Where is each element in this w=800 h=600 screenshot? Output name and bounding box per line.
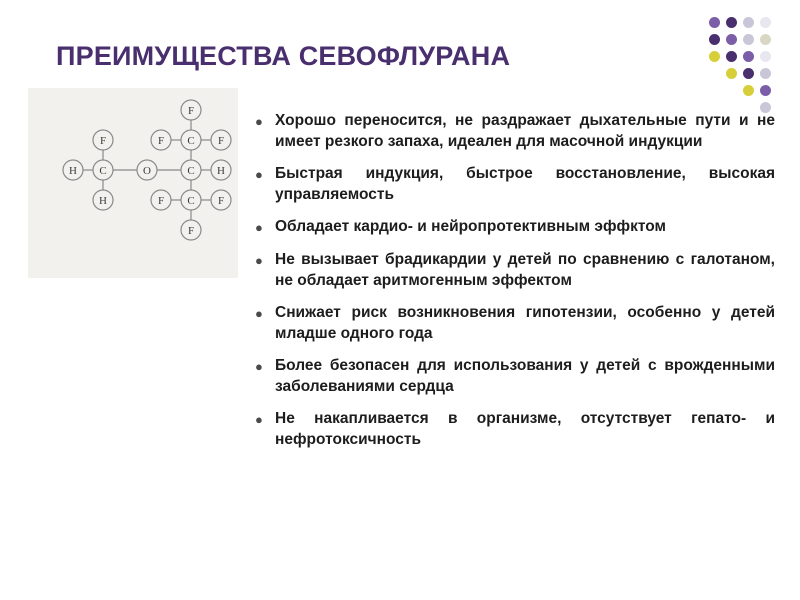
- atom-label: F: [187, 105, 195, 117]
- atom-label: F: [157, 195, 165, 207]
- decor-dot: [726, 51, 737, 62]
- bullet-marker-icon: ●: [255, 412, 263, 427]
- atom-label: O: [143, 165, 151, 177]
- list-item: [255, 355, 775, 397]
- list-item: [255, 216, 775, 238]
- list-item: [255, 408, 775, 450]
- decor-dot: [743, 68, 754, 79]
- bullet-text: Более безопасен для использования у детей с врожденными заболеваниями сердца: [275, 357, 775, 395]
- decor-dot: [709, 17, 720, 28]
- molecule-atom: [181, 220, 201, 240]
- decor-dot: [760, 85, 771, 96]
- atom-label: C: [187, 165, 195, 177]
- decor-dot: [760, 68, 771, 79]
- bullet-marker-icon: ●: [255, 306, 263, 321]
- bullet-text: Снижает риск возникновения гипотензии, особенно у детей младше одного года: [275, 304, 775, 342]
- molecule-atom: [181, 100, 201, 120]
- molecule-atom: [137, 160, 157, 180]
- decor-dot: [709, 85, 720, 96]
- atom-label: H: [69, 165, 77, 177]
- molecule-atom: [93, 160, 113, 180]
- decor-dot: [760, 34, 771, 45]
- bullet-text: Не накапливается в организме, отсутствует гепато- и нефротоксичность: [275, 410, 775, 448]
- molecule-atom: [181, 160, 201, 180]
- atom-label: F: [217, 135, 225, 147]
- atom-label: C: [187, 195, 195, 207]
- bullet-text: Быстрая индукция, быстрое восстановление, высокая управляемость: [275, 165, 775, 203]
- list-item: [255, 163, 775, 205]
- decor-dot: [760, 17, 771, 28]
- atom-label: H: [99, 195, 107, 207]
- decor-dot: [743, 51, 754, 62]
- list-item: [255, 302, 775, 344]
- list-item: [255, 110, 775, 152]
- decor-dot: [709, 34, 720, 45]
- molecule-atom: [151, 190, 171, 210]
- molecule-atom: [211, 160, 231, 180]
- decor-dot: [726, 85, 737, 96]
- decorative-dot-grid: [706, 14, 774, 116]
- bullet-text: Не вызывает брадикардии у детей по сравнению с галотаном, не обладает аритмогенным эффектом: [275, 251, 775, 289]
- decor-dot: [709, 51, 720, 62]
- atom-label: C: [99, 165, 107, 177]
- decor-dot: [743, 85, 754, 96]
- atom-label: F: [157, 135, 165, 147]
- decor-dot: [709, 68, 720, 79]
- sevoflurane-structure-svg: [28, 88, 238, 278]
- bullet-marker-icon: ●: [255, 220, 263, 235]
- bullet-list: [255, 110, 775, 461]
- molecule-atom: [93, 130, 113, 150]
- decor-dot: [726, 17, 737, 28]
- atom-label: F: [217, 195, 225, 207]
- bullet-marker-icon: ●: [255, 114, 263, 129]
- page-title: ПРЕИМУЩЕСТВА СЕВОФЛУРАНА: [56, 41, 511, 71]
- list-item: [255, 249, 775, 291]
- bullet-marker-icon: ●: [255, 359, 263, 374]
- molecule-atom: [211, 130, 231, 150]
- decor-dot: [743, 34, 754, 45]
- atom-label: F: [187, 225, 195, 237]
- atom-label: F: [99, 135, 107, 147]
- molecule-atom: [181, 190, 201, 210]
- molecule-structure-image: [28, 88, 238, 278]
- bullet-text: Обладает кардио- и нейропротективным эффктом: [275, 218, 666, 235]
- decor-dot: [726, 34, 737, 45]
- decor-dot: [743, 17, 754, 28]
- molecule-atom: [181, 130, 201, 150]
- atom-label: C: [187, 135, 195, 147]
- molecule-atom: [211, 190, 231, 210]
- decor-dot: [726, 68, 737, 79]
- bullet-marker-icon: ●: [255, 253, 263, 268]
- molecule-atom: [63, 160, 83, 180]
- bullet-marker-icon: ●: [255, 167, 263, 182]
- molecule-atom: [93, 190, 113, 210]
- bullet-text: Хорошо переносится, не раздражает дыхательные пути и не имеет резкого запаха, идеален для масочной индукции: [275, 112, 775, 150]
- molecule-atom: [151, 130, 171, 150]
- decor-dot: [760, 51, 771, 62]
- atom-label: H: [217, 165, 225, 177]
